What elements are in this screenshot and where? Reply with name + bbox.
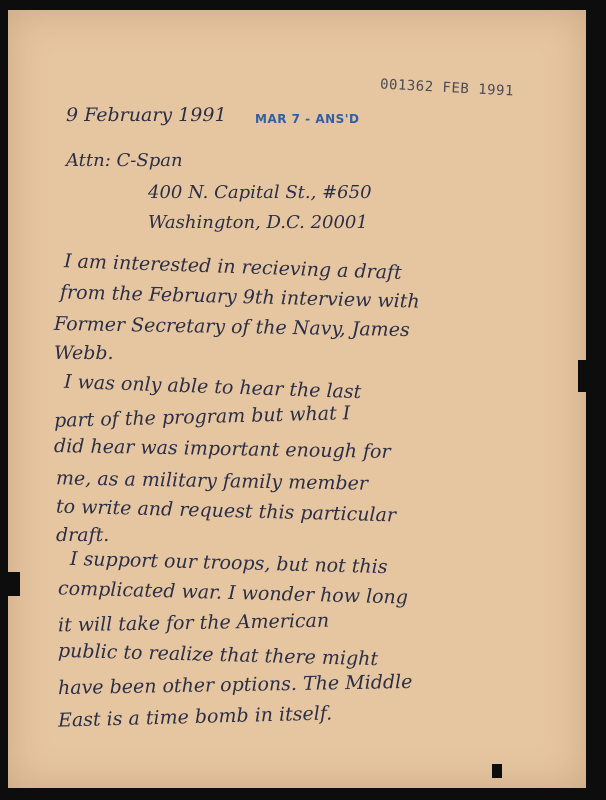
address-line: Attn: C-Span (66, 150, 183, 171)
paragraph-line: Former Secretary of the Navy, James (53, 312, 410, 342)
paper-tear-right (578, 360, 598, 392)
address-line: Washington, D.C. 20001 (148, 212, 368, 233)
paragraph-line: I support our troops, but not this (69, 547, 388, 579)
paragraph-line: I am interested in recieving a draft (63, 250, 403, 284)
letter-date: 9 February 1991 (66, 104, 227, 126)
paragraph-line: from the February 9th interview with (59, 281, 420, 313)
answered-stamp: MAR 7 - ANS'D (255, 112, 360, 126)
paragraph-line: public to realize that there might (57, 639, 379, 671)
address-line: 400 N. Capital St., #650 (148, 182, 372, 203)
paragraph-line: me, as a military family member (55, 467, 369, 495)
received-stamp: 001362 FEB 1991 (379, 76, 515, 100)
paper-tear-bottom (492, 764, 502, 778)
paragraph-line: have been other options. The Middle (57, 670, 413, 700)
paragraph-line: Webb. (54, 342, 114, 364)
paper-tear-left (8, 572, 20, 596)
paragraph-line: it will take for the American (57, 609, 330, 637)
paragraph-line: draft. (56, 524, 110, 546)
paragraph-line: part of the program but what I (53, 402, 351, 432)
paragraph-line: I was only able to hear the last (63, 370, 362, 404)
paragraph-line: to write and request this particular (55, 495, 397, 527)
paragraph-line: East is a time bomb in itself. (57, 702, 333, 732)
paragraph-line: complicated war. I wonder how long (57, 577, 409, 609)
paragraph-line: did hear was important enough for (53, 435, 391, 463)
